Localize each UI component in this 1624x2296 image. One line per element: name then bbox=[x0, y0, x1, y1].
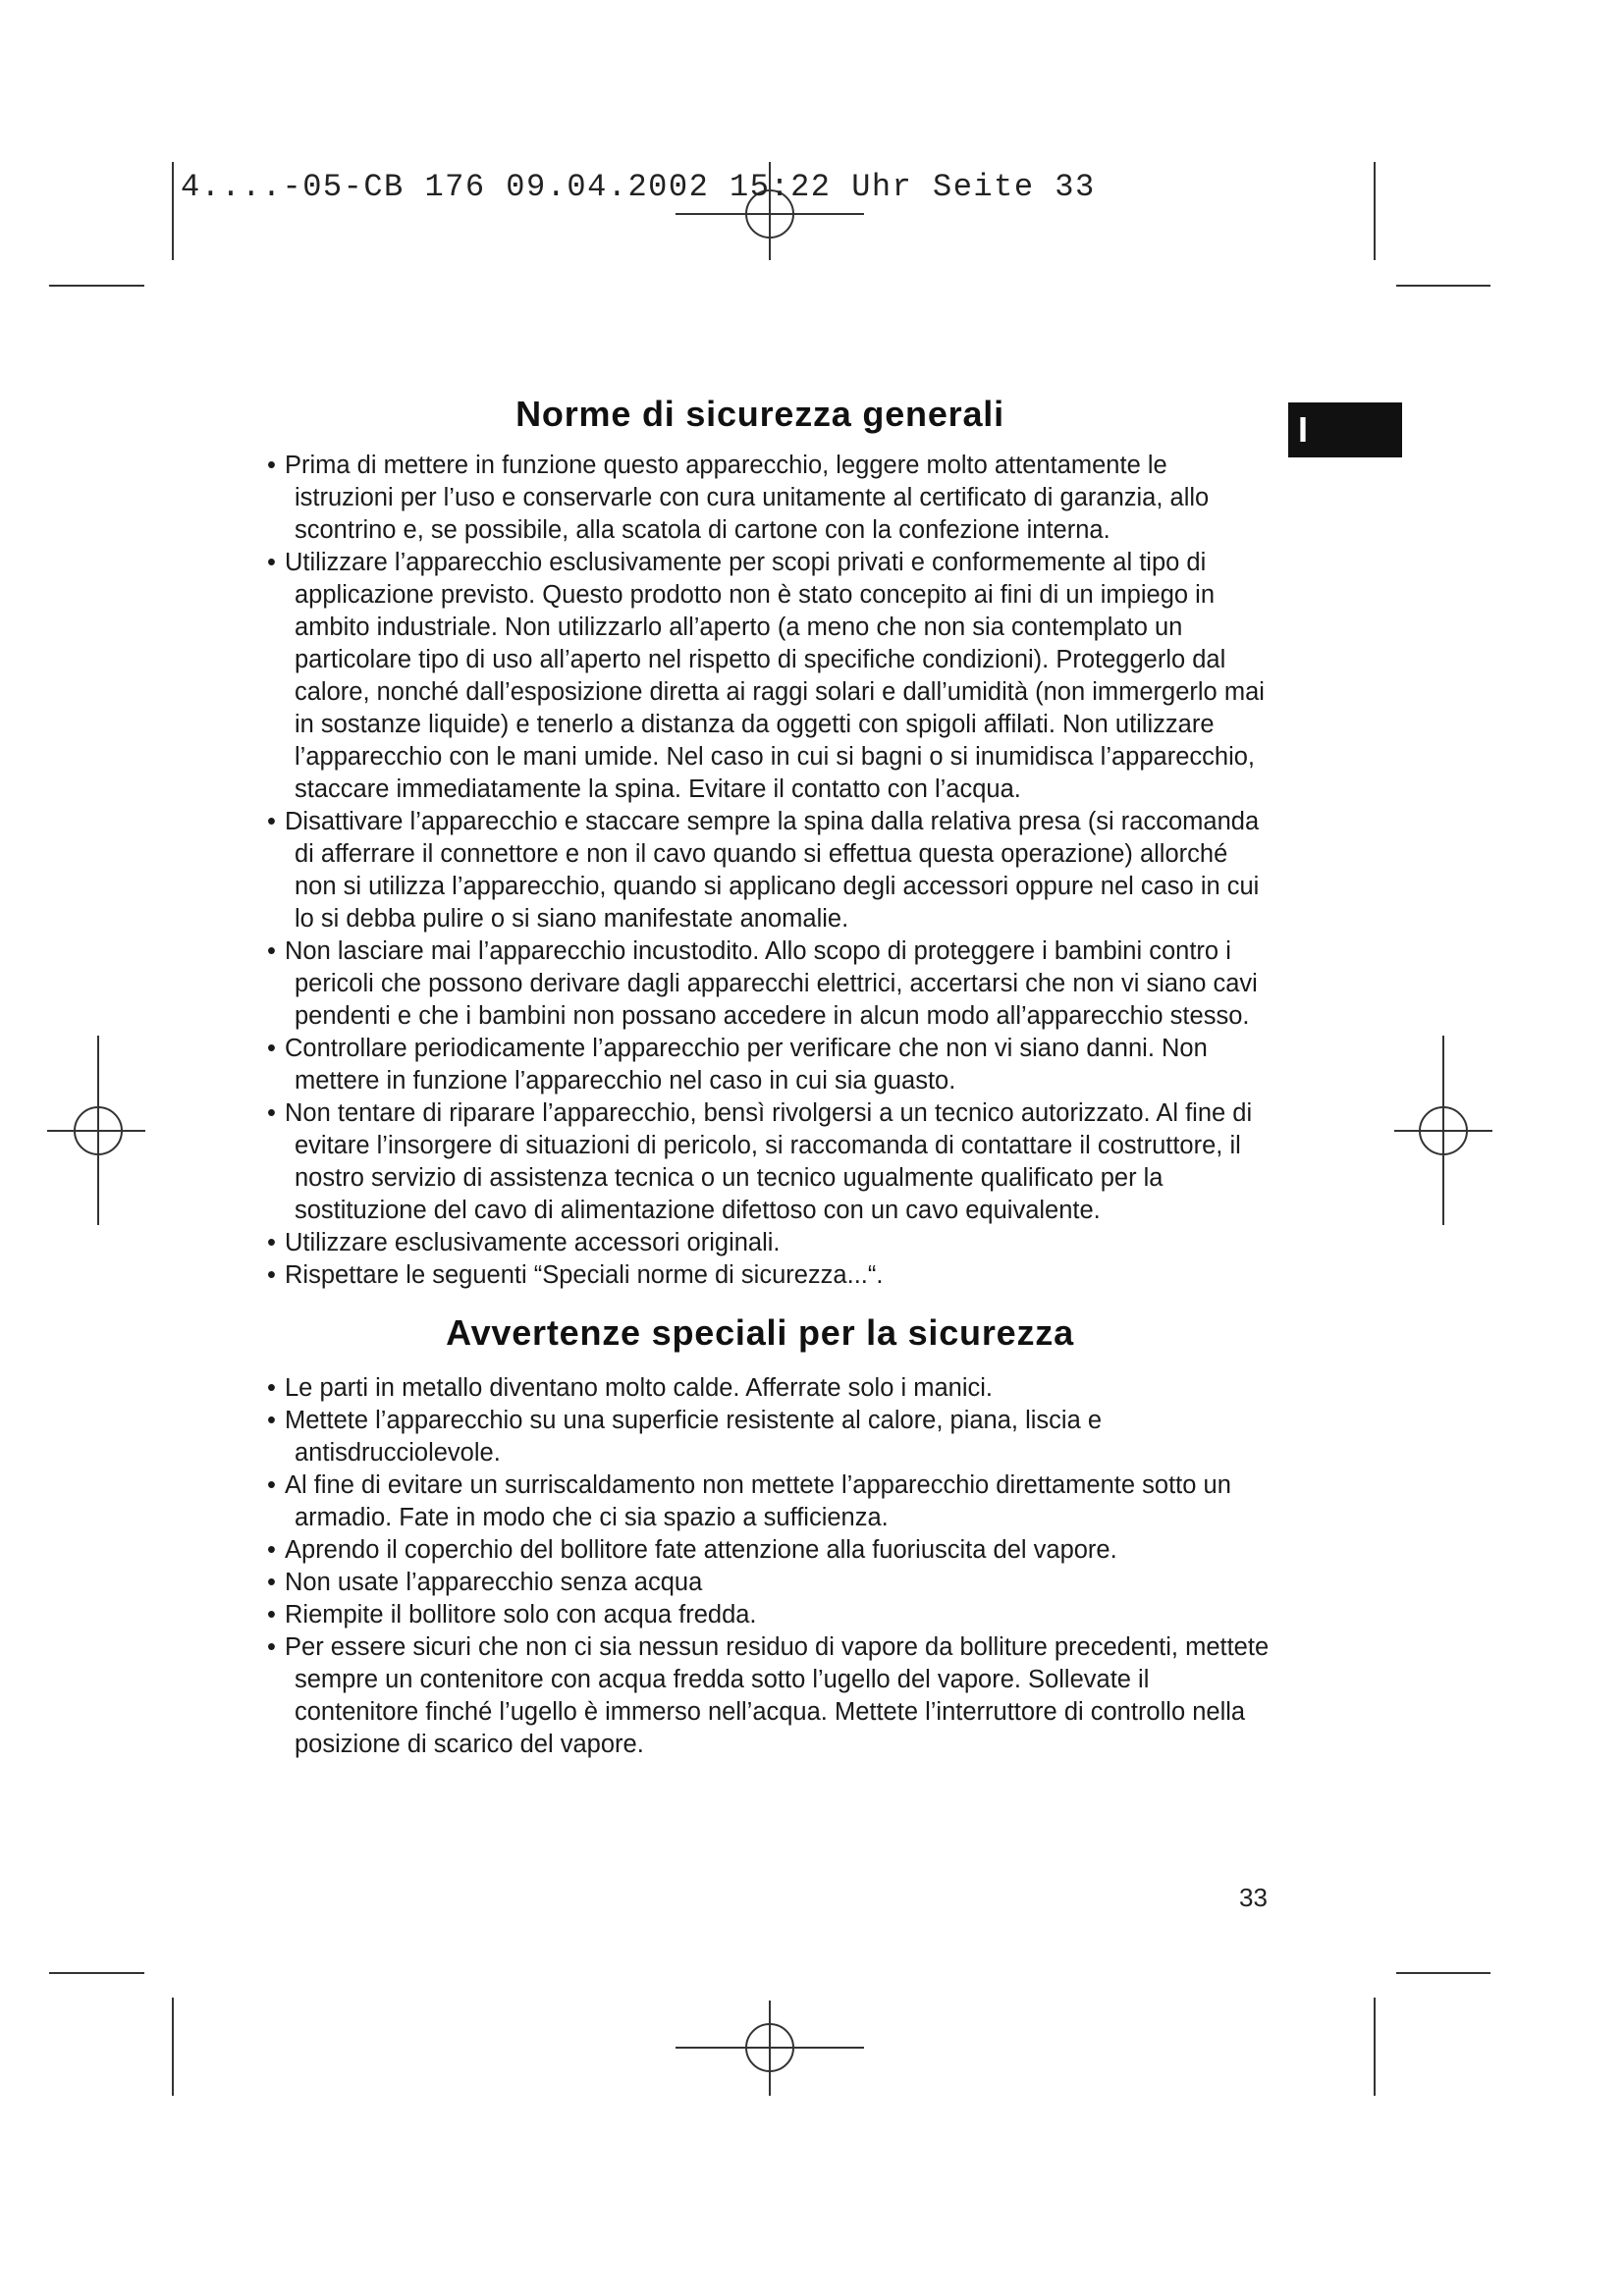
section-heading-special-warnings: Avvertenze speciali per la sicurezza bbox=[446, 1312, 1074, 1353]
list-item: • Controllare periodicamente l’apparecchio per verificare che non vi siano danni. Non mettere in funzione l’apparecchio nel caso in cui sia guasto. bbox=[249, 1033, 1271, 1097]
list-item: • Rispettare le seguenti “Speciali norme di sicurezza...“. bbox=[249, 1259, 1271, 1292]
list-item: • Le parti in metallo diventano molto calde. Afferrate solo i manici. bbox=[249, 1372, 1271, 1405]
list-item: • Utilizzare l’apparecchio esclusivamente per scopi privati e conformemente al tipo di applicazione previsto. Questo prodotto non è stato concepito ai fini di un impiego in ambito industriale. Non utilizzarlo all’aperto (a meno che non sia contemplato un particolare tipo di uso all’aperto nel rispetto di specifiche condizioni). Proteggerlo dal calore, nonché dall’esposizione diretta ai raggi solari e dall’umidità (non immergerlo mai in sostanze liquide) e tenerlo a distanza da oggetti con spigoli affilati. Non utilizzare l’apparecchio con le mani umide. Nel caso in cui si bagni o si inumidisca l’apparecchio, staccare immediatamente la spina. Evitare il contatto con l’acqua. bbox=[249, 547, 1271, 806]
section-heading-general-safety: Norme di sicurezza generali bbox=[515, 394, 1004, 434]
registration-target-right bbox=[1394, 1036, 1492, 1225]
document-body bbox=[249, 389, 1271, 1761]
list-item: • Prima di mettere in funzione questo apparecchio, leggere molto attentamente le istruzioni per l’uso e conservarle con cura unitamente al certificato di garanzia, allo scontrino e, se possibile, alla scatola di cartone con la confezione interna. bbox=[249, 450, 1271, 547]
list-item: • Disattivare l’apparecchio e staccare sempre la spina dalla relativa presa (si raccomanda di afferrare il connettore e non il cavo quando si effettua questa operazione) allorché non si utilizza l’apparecchio, quando si applicano degli accessori oppure nel caso in cui lo si debba pulire o si siano manifestate anomalie. bbox=[249, 806, 1271, 935]
list-item: • Utilizzare esclusivamente accessori originali. bbox=[249, 1227, 1271, 1259]
registration-target-bottom bbox=[676, 2001, 864, 2096]
list-item: • Riempite il bollitore solo con acqua fredda. bbox=[249, 1599, 1271, 1631]
page-number: 33 bbox=[1239, 1883, 1268, 1912]
print-slug-header: 4....-05-CB 176 09.04.2002 15:22 Uhr Seite 33 bbox=[181, 169, 1096, 205]
list-item: • Aprendo il coperchio del bollitore fate attenzione alla fuoriuscita del vapore. bbox=[249, 1534, 1271, 1567]
list-item: • Non usate l’apparecchio senza acqua bbox=[249, 1567, 1271, 1599]
list-item: • Non tentare di riparare l’apparecchio, bensì rivolgersi a un tecnico autorizzato. Al fine di evitare l’insorgere di situazioni di pericolo, si raccomanda di contattare il costruttore, il nostro servizio di assistenza tecnica o un tecnico ugualmente qualificato per la sostituzione del cavo di alimentazione difettoso con un cavo equivalente. bbox=[249, 1097, 1271, 1227]
special-warnings-list bbox=[249, 1372, 1271, 1761]
list-item: • Per essere sicuri che non ci sia nessun residuo di vapore da bolliture precedenti, mettete sempre un contenitore con acqua fredda sotto l’ugello del vapore. Sollevate il contenitore finché l’ugello è immerso nell’acqua. Mettete l’interruttore di controllo nella posizione di scarico del vapore. bbox=[249, 1631, 1271, 1761]
language-tab: I bbox=[1288, 402, 1402, 457]
list-item: • Al fine di evitare un surriscaldamento non mettete l’apparecchio direttamente sotto un armadio. Fate in modo che ci sia spazio a sufficienza. bbox=[249, 1469, 1271, 1534]
list-item: • Mettete l’apparecchio su una superficie resistente al calore, piana, liscia e antisdrucciolevole. bbox=[249, 1405, 1271, 1469]
list-item: • Non lasciare mai l’apparecchio incustodito. Allo scopo di proteggere i bambini contro i pericoli che possono derivare dagli apparecchi elettrici, accertarsi che non vi siano cavi pendenti e che i bambini non possano accedere in alcun modo all’apparecchio stesso. bbox=[249, 935, 1271, 1033]
general-safety-list bbox=[249, 450, 1271, 1292]
registration-target-left bbox=[47, 1036, 145, 1225]
